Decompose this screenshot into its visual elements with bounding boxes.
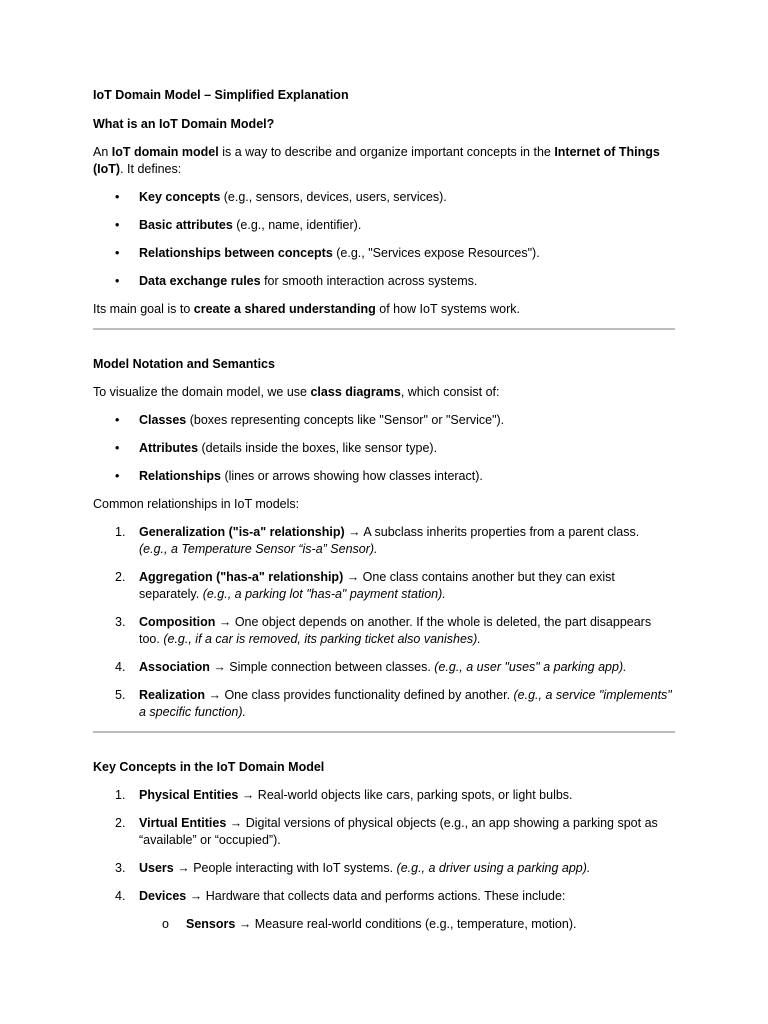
document-body: [93, 87, 675, 933]
bullet-icon: •: [115, 190, 120, 204]
list-item: • Key concepts (e.g., sensors, devices, users, services).: [115, 190, 447, 204]
notation-intro: To visualize the domain model, we use class diagrams, which consist of:: [93, 385, 500, 399]
section-heading-key-concepts: Key Concepts in the IoT Domain Model: [93, 760, 325, 774]
list-item: 1. Generalization ("is-a" relationship) → A subclass inherits properties from a parent class. (e.g., a Temperature Sensor “is-a” Sensor).: [115, 525, 640, 556]
list-item: • Basic attributes (e.g., name, identifier).: [115, 218, 362, 232]
goal-paragraph: Its main goal is to create a shared understanding of how IoT systems work.: [93, 302, 521, 316]
bullet-icon: •: [115, 441, 120, 455]
bullet-icon: •: [115, 469, 120, 483]
circle-bullet-icon: o: [162, 917, 169, 931]
section-heading-what-is: What is an IoT Domain Model?: [93, 117, 275, 131]
diagram-parts-list: [93, 412, 675, 485]
relationships-list: [93, 524, 675, 721]
definition-list: [93, 189, 675, 290]
list-item: • Attributes (details inside the boxes, like sensor type).: [115, 441, 438, 455]
bullet-icon: •: [115, 246, 120, 260]
list-item: • Relationships (lines or arrows showing how classes interact).: [115, 469, 483, 483]
list-item: 2. Aggregation ("has-a" relationship) → One class contains another but they can exist separately. (e.g., a parking lot "has-a" payment station).: [115, 570, 615, 601]
list-item: 4. Devices → Hardware that collects data and performs actions. These include:: [115, 889, 566, 903]
key-concepts-list: [93, 787, 675, 933]
intro-paragraph: An IoT domain model is a way to describe and organize important concepts in the Internet of Things (IoT). It defines:: [93, 145, 660, 176]
bullet-icon: •: [115, 218, 120, 232]
list-item: 5. Realization → One class provides functionality defined by another. (e.g., a service "implements" a specific function).: [115, 688, 672, 719]
list-item: • Data exchange rules for smooth interaction across systems.: [115, 274, 478, 288]
list-item: 1. Physical Entities → Real-world objects like cars, parking spots, or light bulbs.: [115, 788, 573, 802]
list-item: • Classes (boxes representing concepts like "Sensor" or "Service").: [115, 413, 505, 427]
section-heading-notation: Model Notation and Semantics: [93, 357, 275, 371]
section-divider: [93, 328, 675, 330]
bullet-icon: •: [115, 413, 120, 427]
list-item: o Sensors → Measure real-world conditions (e.g., temperature, motion).: [162, 917, 577, 931]
list-item: 3. Users → People interacting with IoT systems. (e.g., a driver using a parking app).: [115, 861, 591, 875]
list-item: 2. Virtual Entities → Digital versions of physical objects (e.g., an app showing a parking spot as “available” or “occupied”).: [115, 816, 658, 847]
list-item: • Relationships between concepts (e.g., "Services expose Resources").: [115, 246, 540, 260]
list-item: 4. Association → Simple connection between classes. (e.g., a user "uses" a parking app).: [115, 660, 627, 674]
section-divider: [93, 731, 675, 733]
common-relationships-label: Common relationships in IoT models:: [93, 497, 300, 511]
document-title: IoT Domain Model – Simplified Explanation: [93, 88, 349, 102]
bullet-icon: •: [115, 274, 120, 288]
list-item: 3. Composition → One object depends on another. If the whole is deleted, the part disappears too. (e.g., if a car is removed, its parking ticket also vanishes).: [115, 615, 652, 646]
